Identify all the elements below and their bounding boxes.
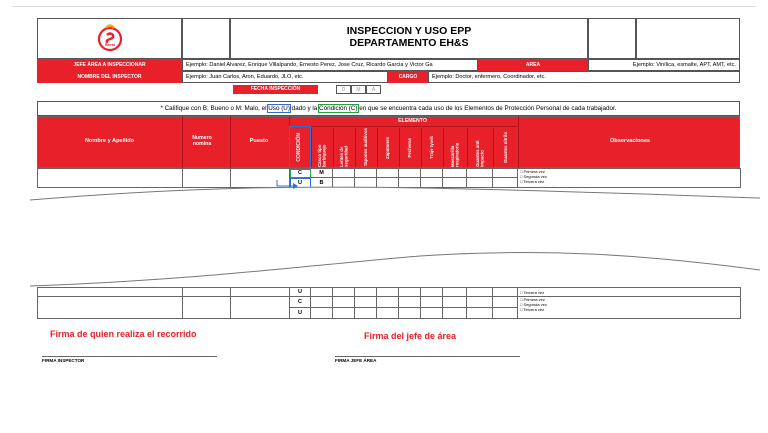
mark-cell[interactable]: [493, 288, 518, 297]
instruction-condicion: Condición (C): [319, 105, 358, 112]
mark-cell[interactable]: [467, 297, 493, 308]
row-code: U: [290, 308, 311, 319]
nombre-cell[interactable]: [38, 288, 183, 297]
jefe-value: Ejemplo: Daniel Alvarez, Enrique Villalpando, Ernesto Perez, Jose Cruz, Ricardo Garcia y Victor Ga: [182, 59, 478, 71]
signature-label-inspector: FIRMA INSPECTOR: [42, 358, 85, 363]
mark-cell[interactable]: [443, 169, 467, 178]
mark-cell[interactable]: [377, 288, 399, 297]
col-elemento: ELEMENTO: [398, 118, 427, 124]
header-right-cell-1: [588, 18, 636, 59]
annotation-firma-recorrido: Firma de quien realiza el recorrido: [50, 329, 197, 339]
mark-cell[interactable]: [443, 288, 467, 297]
obs-option[interactable]: □ Tercera vez: [520, 307, 545, 312]
mark-cell[interactable]: [467, 169, 493, 178]
mark-cell[interactable]: [399, 308, 421, 319]
nombre-cell[interactable]: [38, 297, 183, 319]
elem-header-zapatones: Zapatones: [377, 128, 399, 167]
elem-header-mascarilla: Mascarilla respiratoria: [443, 128, 467, 167]
fecha-month: M: [351, 85, 366, 94]
mark-cell[interactable]: [443, 308, 467, 319]
mark-cell[interactable]: [333, 308, 355, 319]
obs-option[interactable]: □ Tercera vez: [520, 289, 545, 295]
mark-cell[interactable]: B: [311, 178, 333, 188]
mark-cell[interactable]: [421, 308, 443, 319]
row-code: U: [290, 178, 311, 188]
jefe-label: JEFE ÁREA A INSPECCIONAR: [37, 59, 182, 71]
mark-cell[interactable]: [333, 297, 355, 308]
row-code: C: [290, 297, 311, 308]
mark-cell[interactable]: [333, 288, 355, 297]
top-rule: [12, 6, 756, 7]
mark-cell[interactable]: [493, 297, 518, 308]
cargo-label: CARGO: [388, 71, 428, 83]
mark-cell[interactable]: [377, 169, 399, 178]
title-line1: INSPECCION Y USO EPP: [346, 25, 472, 37]
mark-cell[interactable]: [467, 308, 493, 319]
numero-cell[interactable]: [183, 288, 231, 297]
obs-option[interactable]: □ Primera vez: [520, 297, 545, 302]
row-code: U: [290, 288, 311, 297]
mark-cell[interactable]: [493, 169, 518, 178]
signature-line-inspector: [42, 356, 217, 357]
mark-cell[interactable]: [399, 169, 421, 178]
mark-cell[interactable]: [355, 297, 377, 308]
area-value: Ejemplo: Vinílica, esmalte, APT, AMT, etc.: [588, 59, 740, 71]
logo-icon: [97, 22, 123, 52]
divider-4: [518, 116, 519, 168]
elem-header-lentes: Lentes de seguridad: [333, 128, 355, 167]
mark-cell[interactable]: [493, 308, 518, 319]
puesto-cell[interactable]: [231, 297, 290, 319]
mark-cell[interactable]: M: [311, 169, 333, 178]
row-code: C: [290, 169, 311, 178]
mark-cell[interactable]: [355, 308, 377, 319]
elem-header-pecheras: Pecheras: [399, 128, 421, 167]
title-cell: [230, 18, 588, 59]
elem-header-tapones: Tapones auditivos: [355, 128, 377, 167]
fecha-day: D: [336, 85, 351, 94]
cut-away-illustration: [0, 180, 768, 300]
col-numero: Numero nomina: [192, 135, 212, 147]
fecha-label: FECHA INSPECCIÓN: [233, 85, 318, 94]
puesto-cell[interactable]: [231, 288, 290, 297]
fecha-year: A: [366, 85, 381, 94]
instruction-part1: * Califique con B: Bueno o M: Malo, el: [160, 105, 269, 112]
mark-cell[interactable]: [421, 288, 443, 297]
logo: [97, 22, 123, 52]
col-puesto: Puesto: [249, 138, 269, 144]
annotation-firma-jefe: Firma del jefe de área: [364, 331, 457, 341]
mark-cell[interactable]: [421, 169, 443, 178]
area-label: AREA: [478, 59, 588, 71]
instruction-line: [37, 101, 740, 116]
col-condicion: CONDICIÓN: [290, 127, 310, 168]
mark-cell[interactable]: [399, 288, 421, 297]
mark-cell[interactable]: [421, 297, 443, 308]
title-line2: DEPARTAMENTO EH&S: [349, 37, 469, 49]
mark-cell[interactable]: [355, 169, 377, 178]
mark-cell[interactable]: [443, 297, 467, 308]
elemento-underline: [310, 126, 518, 127]
instruction-part5: en que se encuentra cada uso de los Elementos de Protección Personal de cada trabajador.: [357, 105, 617, 112]
logo-text: Beral: [104, 42, 115, 47]
numero-cell[interactable]: [183, 297, 231, 319]
elem-header-guantes-nitrilo: Guantes nitrilo: [493, 128, 518, 167]
inspector-label: NOMBRE DEL INSPECTOR: [37, 71, 182, 83]
mark-cell[interactable]: [311, 308, 333, 319]
mark-cell[interactable]: [467, 288, 493, 297]
mark-cell[interactable]: [377, 297, 399, 308]
obs-option[interactable]: □ Segunda vez: [520, 174, 547, 179]
mark-cell[interactable]: [355, 288, 377, 297]
obs-option[interactable]: □ Primera vez: [520, 169, 545, 174]
mark-cell[interactable]: [311, 297, 333, 308]
instruction-uso: Uso (U): [268, 105, 290, 112]
obs-option[interactable]: □ Tercera vez: [520, 179, 545, 184]
obs-option[interactable]: □ Segunda vez: [520, 302, 547, 307]
col-nombre: Nombre y Apellido: [84, 138, 135, 144]
elem-header-guantes-impacto: Guantes anti impacto: [467, 128, 493, 167]
elem-header-traje: Traje tyvek: [421, 128, 443, 167]
signature-label-jefe: FIRMA JEFE ÁREA: [335, 358, 377, 363]
mark-cell[interactable]: [311, 288, 333, 297]
divider-1: [182, 116, 183, 168]
header-empty-cell: [182, 18, 230, 59]
signature-line-jefe: [335, 356, 520, 357]
inspector-value: Ejemplo: Juan Carlos, Aron, Eduardo, JLO, etc.: [182, 71, 388, 83]
elem-header-casco: Casco tipo barbiquejo: [311, 128, 333, 167]
mark-cell[interactable]: [333, 169, 355, 178]
bottom-data-table: [37, 287, 741, 319]
mark-cell[interactable]: [377, 308, 399, 319]
instruction-part3: dado y la: [289, 105, 320, 112]
observaciones-cell[interactable]: [518, 297, 741, 319]
divider-2: [230, 116, 231, 168]
cargo-value: Ejemplo: Doctor, enfermero, Coordinador, etc.: [428, 71, 740, 83]
mark-cell[interactable]: [399, 297, 421, 308]
header-right-cell-2: [636, 18, 740, 59]
col-observaciones: Observaciones: [609, 138, 651, 144]
observaciones-cell[interactable]: [518, 288, 741, 297]
